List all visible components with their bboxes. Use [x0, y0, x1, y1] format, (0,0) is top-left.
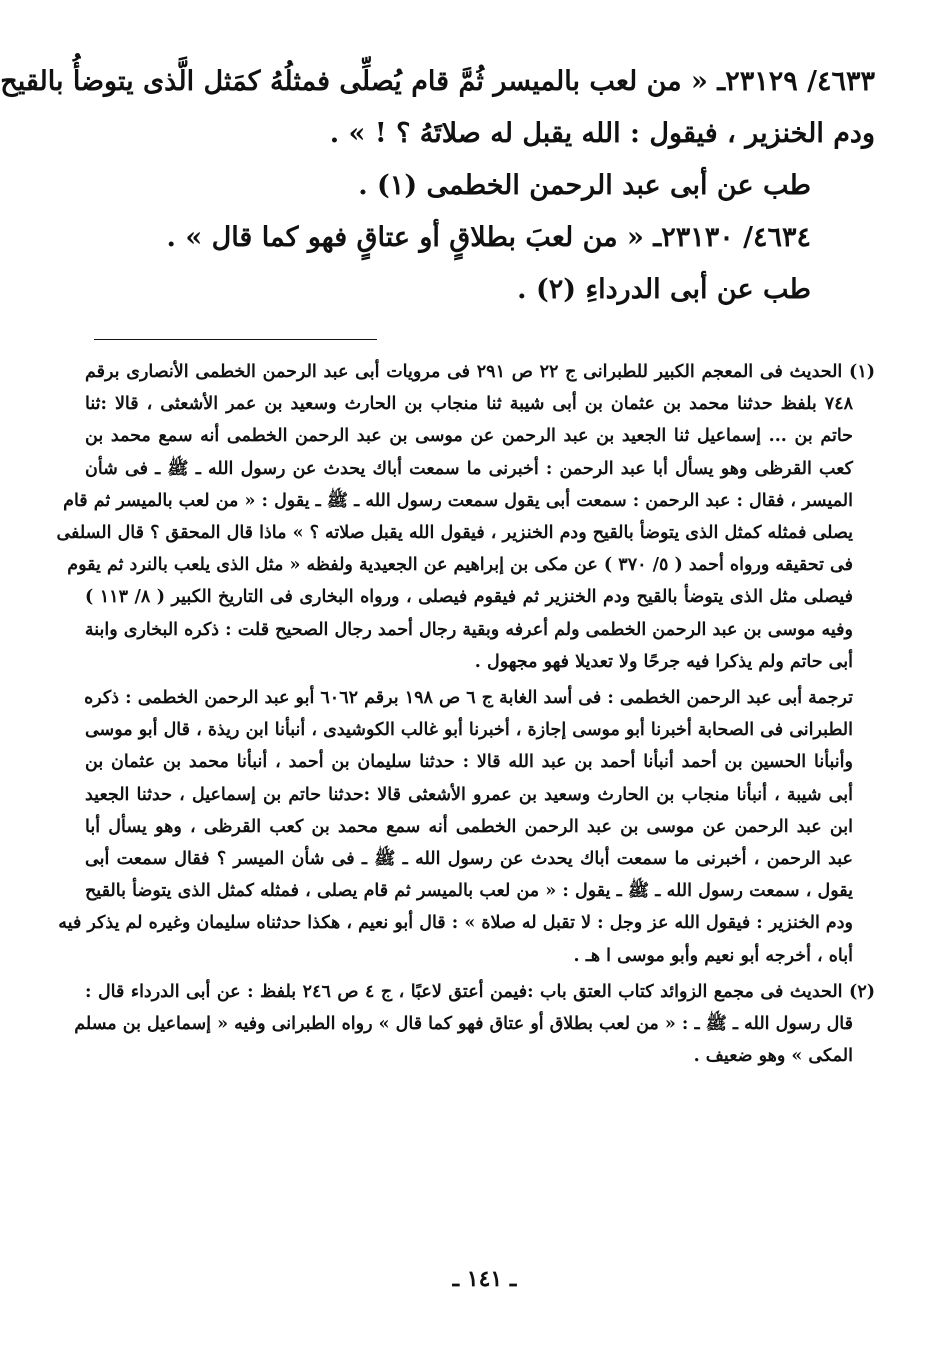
hadith-4633-source: طب عن أبى عبد الرحمن الخطمى (١) .: [358, 170, 811, 201]
footnote-1-line: الميسر ، فقال : عبد الرحمن : سمعت أبى يقول سمعت رسول الله ـ ﷺ ـ يقول : « من لعب بالميسر ثم قام: [63, 490, 853, 511]
biography-line: الطبرانى فى الصحابة أخبرنا أبو موسى إجازة ، أخبرنا أبو غالب الكوشيدى ، أنبأنا ابن ريذة ، قال أبو موسى: [84, 720, 853, 741]
hadith-4634-source: طب عن أبى الدرداءِ (٢) .: [517, 274, 811, 305]
footnote-1-biography: [58, 682, 875, 972]
page-number: ـ ١٤١ ـ: [452, 1266, 517, 1292]
biography-line: أبى شيبة ، أنبأنا منجاب بن الحارث وسعيد بن عمرو الأشعثى قالا :حدثنا حاتم بن إسماعيل ، حدثنا الجعيد: [85, 784, 853, 805]
biography-line: ترجمة أبى عبد الرحمن الخطمى : فى أسد الغابة ج ٦ ص ١٩٨ برقم ٦٠٦٢ أبو عبد الرحمن الخطمى : ذكره: [84, 688, 853, 709]
footnote-1-line: كعب القرظى وهو يسأل أبا عبد الرحمن : أخبرنى ما سمعت أباك يحدث عن رسول الله ـ ﷺ ـ فى شأن: [85, 458, 853, 479]
footnote-1-line: أبى حاتم ولم يذكرا فيه جرحًا ولا تعديلا فهو مجهول .: [474, 651, 853, 672]
biography-line: وأنبأنا الحسين بن أحمد أنبأنا أحمد بن عبد الله قالا : حدثنا سليمان بن أحمد ، أنبأنا محمد بن عثمان بن: [85, 752, 853, 773]
footnote-1: [56, 356, 875, 678]
footnotes-section: [56, 356, 875, 1076]
biography-line: عبد الرحمن ، أخبرنى ما سمعت أباك يحدث عن رسول الله ـ ﷺ ـ فى شأن الميسر ؟ فقال سمعت أبى: [85, 849, 853, 870]
footnote-2-line: المكى » وهو ضعيف .: [693, 1046, 853, 1067]
footnote-separator: [94, 339, 377, 340]
footnote-1-line: ٧٤٨ بلفظ حدثنا محمد بن عثمان بن أبى شيبة ثنا منجاب بن الحارث وسعيد بن عمر الأشعثى ، قالا :ثنا: [85, 394, 853, 415]
footnote-2-line: قال رسول الله ـ ﷺ ـ : « من لعب بطلاق أو عتاق فهو كما قال » رواه الطبرانى وفيه « إسماعيل بن مسلم: [74, 1014, 853, 1035]
footnote-1-line: فى تحقيقه ورواه أحمد ( ٥/ ٣٧٠ ) عن مكى بن إبراهيم عن الجعيدية ولفظه « مثل الذى يلعب بالنرد ثم يقوم: [67, 555, 853, 576]
hadith-4633-line-2: ودم الخنزير ، فيقول : الله يقبل له صلاتَهُ ؟ ! » .: [329, 118, 875, 149]
hadith-4633-line-1: ٤٦٣٣/ ٢٣١٢٩ـ « من لعب بالميسر ثُمَّ قام يُصلِّى فمثلُهُ كمَثل الَّذى يتوضأُ بالقيح: [0, 66, 875, 97]
main-hadith-text: [0, 56, 875, 316]
hadith-4634-text: ٤٦٣٤/ ٢٣١٣٠ـ « من لعبَ بطلاقٍ أو عتاقٍ فهو كما قال » .: [166, 222, 811, 253]
footnote-1-line: حاتم بن ... إسماعيل ثنا الجعيد بن عبد الرحمن عن موسى بن عبد الرحمن الخطمى أنه سمع محمد بن: [85, 426, 853, 447]
biography-line: ودم الخنزير : فيقول الله عز وجل : لا تقبل له صلاة » : قال أبو نعيم ، هكذا حدثناه سليمان وغيره لم يذكر فيه: [58, 913, 853, 934]
footnote-2: [74, 976, 875, 1073]
biography-line: يقول ، سمعت رسول الله ـ ﷺ ـ يقول : « من لعب بالميسر ثم قام يصلى ، فمثله كمثل الذى يتوضأ بالقيح: [85, 881, 853, 902]
footnote-2-line: (٢) الحديث فى مجمع الزوائد كتاب العتق باب :فيمن أعتق لاعبًا ، ج ٤ ص ٢٤٦ بلفظ : عن أبى الدرداء قال :: [85, 981, 875, 1002]
biography-line: ابن عبد الرحمن عن موسى بن عبد الرحمن الخطمى أنه سمع محمد بن كعب القرظى ، وهو يسأل أبا: [85, 816, 853, 837]
footnote-1-line: فيصلى مثل الذى يتوضأ بالقيح ودم الخنزير ثم فيقوم فيصلى ، ورواه البخارى فى التاريخ الكبير ( ٨/ ١١٣ ): [85, 587, 854, 608]
footnote-1-line: وفيه موسى بن عبد الرحمن الخطمى ولم أعرفه وبقية رجال أحمد رجال الصحيح قلت : ذكره البخارى وابنة: [84, 619, 853, 640]
biography-line: أباه ، أخرجه أبو نعيم وأبو موسى ا هـ .: [573, 945, 853, 966]
footnote-1-line: (١) الحديث فى المعجم الكبير للطبرانى ج ٢٢ ص ٢٩١ فى مرويات أبى عبد الرحمن الخطمى الأنصارى برقم: [85, 362, 875, 382]
footnote-1-line: يصلى فمثله كمثل الذى يتوضأ بالقيح ودم الخنزير ، فيقول الله يقبل صلاته ؟ » ماذا قال المحقق ؟ قال السلفى: [56, 523, 853, 544]
